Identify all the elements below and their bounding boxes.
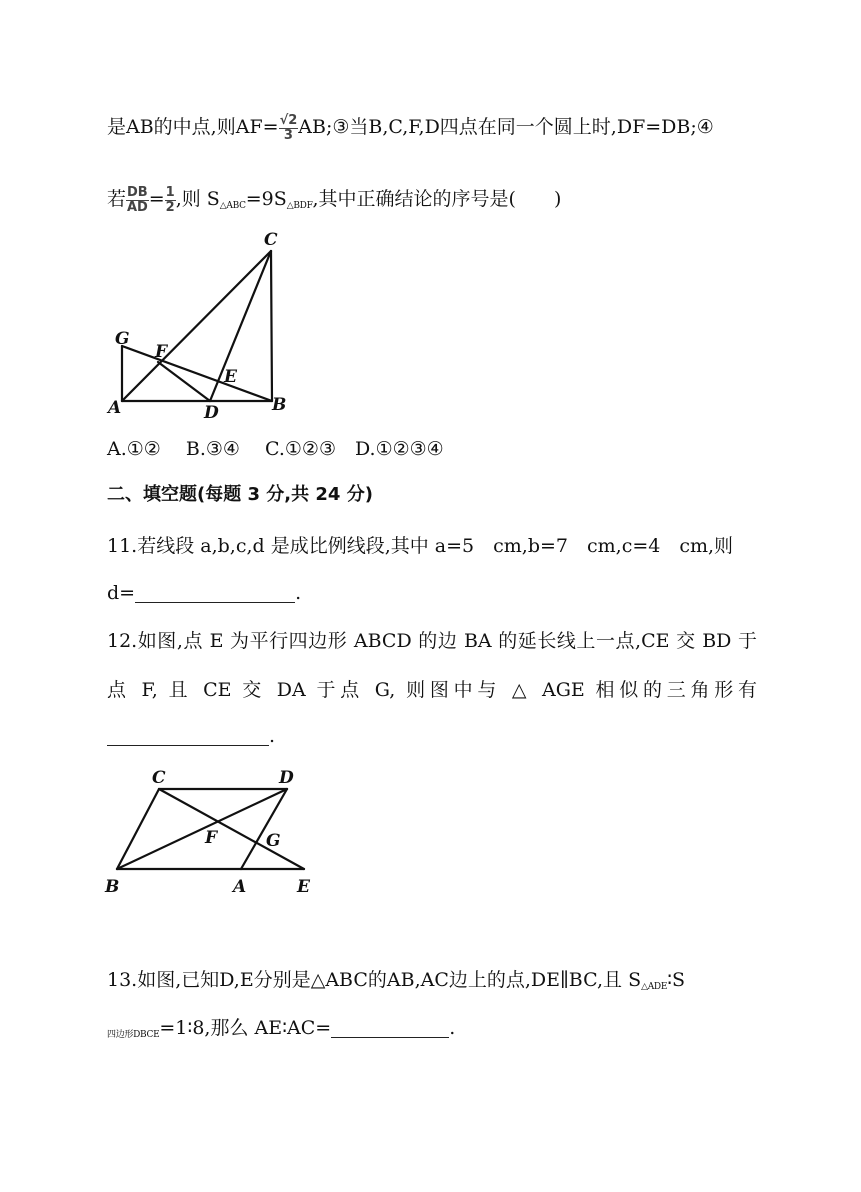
q10-line1-prefix: 是AB的中点,则AF= (107, 116, 279, 139)
q11-line2: d= . (107, 582, 302, 604)
segment-dc (210, 251, 271, 401)
label-a: A (233, 877, 247, 897)
q10-line1-suffix: AB;③当B,C,F,D四点在同一个圆上时,DF=DB;④ (298, 116, 714, 139)
q13-line1: 13.如图,已知D,E分别是△ABC的AB,AC边上的点,DE∥BC,且 $S_{\triangle ADE}∶S$ (107, 969, 686, 992)
q11-answer-blank[interactable] (135, 584, 295, 603)
one-half-fraction: $\frac{1}{2}$ (165, 185, 175, 215)
segment-bc (271, 251, 272, 401)
label-f: F (205, 828, 218, 848)
q10-line2: 若 $\frac{DB}{AD}$ = $\frac{1}{2}$ ,则 $S_{\triangle ABC}=9S_{\triangle BDF}$,其中正确结论的序号是( ) (107, 185, 562, 215)
segment-bc (117, 789, 159, 869)
label-g: G (266, 831, 281, 851)
q12-line2: 点 F, 且 CE 交 DA 于点 G, 则图中与 △ AGE 相似的三角形有 (107, 679, 757, 701)
sqrt2-over-3-fraction: $\frac{√2}{3}$ (279, 113, 298, 143)
label-d: D (279, 768, 294, 788)
segment-gb (122, 346, 272, 401)
q10-options: A.①② B.③④ C.①②③ D.①②③④ (107, 438, 444, 460)
label-e: E (224, 367, 237, 387)
q12-answer-blank[interactable] (107, 727, 269, 746)
segment-ac (122, 251, 271, 401)
label-f: F (155, 342, 168, 362)
q10-figure (100, 225, 300, 425)
label-b: B (272, 395, 287, 415)
q12-line1: 12.如图,点 E 为平行四边形 ABCD 的边 BA 的延长线上一点,CE 交 BD 于 (107, 630, 757, 652)
q13-answer-blank[interactable] (331, 1019, 449, 1038)
section-heading: 二、填空题(每题 3 分,共 24 分) (107, 484, 373, 505)
q12-figure (100, 760, 330, 900)
label-a: A (108, 398, 122, 418)
label-c: C (264, 230, 278, 250)
segment-ce (159, 789, 304, 869)
q12-line3: . (107, 727, 275, 746)
label-d: D (204, 403, 219, 423)
db-over-ad-fraction: $\frac{DB}{AD}$ (126, 185, 148, 215)
q13-line2: $_{四边形DBCE}$=1∶8,那么 AE∶AC= . (107, 1017, 456, 1040)
segment-bd (117, 789, 287, 869)
label-b: B (105, 877, 120, 897)
label-c: C (152, 768, 166, 788)
label-e: E (297, 877, 310, 897)
q10-line1 (107, 114, 714, 142)
label-g: G (115, 329, 130, 349)
q11-line1: 11.若线段 a,b,c,d 是成比例线段,其中 a=5 cm,b=7 cm,c=4 cm,则 (107, 535, 734, 557)
